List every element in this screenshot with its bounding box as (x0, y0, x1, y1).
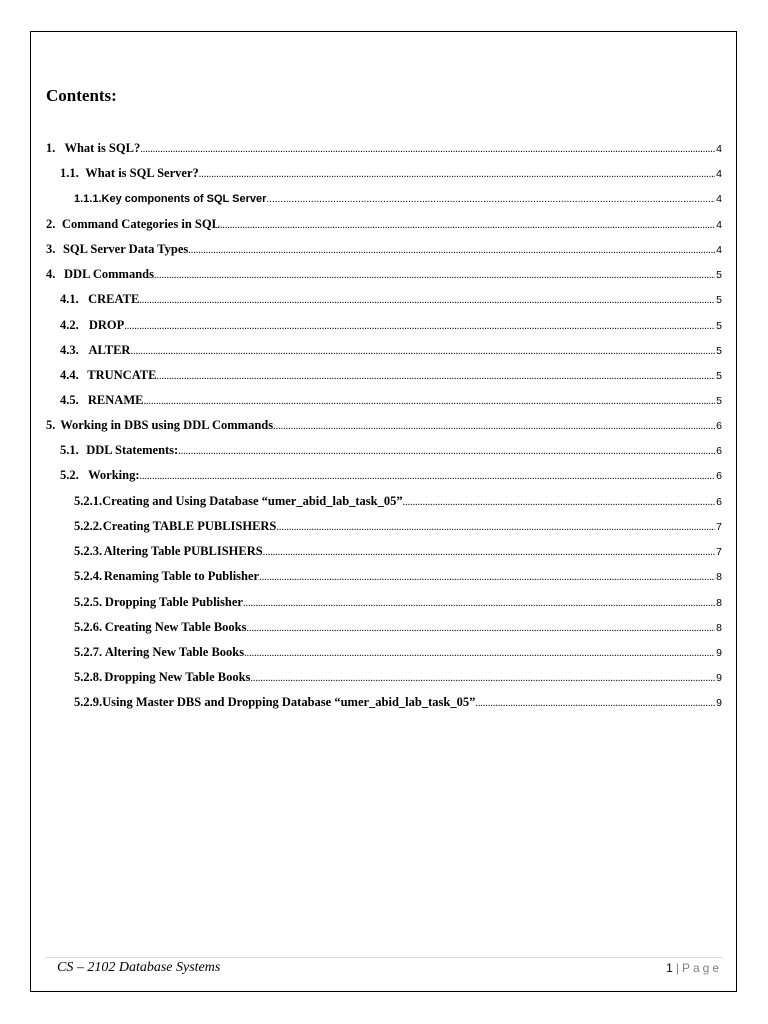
toc-entry[interactable] (74, 493, 722, 509)
toc-entry[interactable] (60, 291, 722, 307)
toc-entry-title: What is SQL Server? (85, 166, 199, 180)
toc-dot-leader (140, 469, 716, 485)
toc-entry[interactable] (60, 342, 722, 358)
footer-page-indicator (666, 961, 722, 975)
toc-entry[interactable] (46, 140, 722, 156)
toc-entry[interactable] (60, 467, 722, 483)
toc-entry-number: 1.1. (60, 166, 79, 180)
toc-entry-page: 4 (716, 143, 722, 155)
toc-dot-leader (188, 243, 715, 259)
footer-page-number: 1 (666, 961, 673, 975)
toc-dot-leader (243, 596, 715, 612)
toc-entry-number: 4. (46, 267, 56, 281)
toc-entry-title: SQL Server Data Types (62, 242, 189, 256)
toc-entry-number: 5.2.4. (74, 569, 103, 583)
toc-entry-number: 3. (46, 242, 56, 256)
toc-entry-title: Creating TABLE PUBLISHERS (102, 519, 277, 533)
toc-dot-leader (244, 646, 715, 662)
toc-entry-number: 1.1.1. (74, 193, 102, 205)
toc-entry-number: 4.1. (60, 292, 79, 306)
toc-entry-page: 6 (716, 496, 722, 508)
toc-entry[interactable] (60, 442, 722, 458)
toc-entry[interactable] (74, 594, 722, 610)
toc-entry-number: 5.2.1. (74, 494, 103, 508)
toc-dot-leader (199, 167, 715, 183)
toc-entry-title: Using Master DBS and Dropping Database “umer_abid_lab_task_05” (102, 695, 476, 709)
toc-entry-number: 4.3. (60, 343, 79, 357)
toc-dot-leader (139, 293, 715, 309)
toc-dot-leader (403, 495, 716, 511)
toc-entry-title: What is SQL? (64, 141, 141, 155)
toc-entry-number: 5. (46, 418, 56, 432)
toc-entry-number: 5.2. (60, 468, 79, 482)
toc-dot-leader (263, 545, 715, 561)
toc-entry[interactable] (60, 367, 722, 383)
toc-entry-number: 1. (46, 141, 56, 155)
toc-entry-page: 4 (716, 168, 722, 180)
toc-entry-page: 4 (716, 244, 722, 256)
toc-entry-page: 5 (716, 320, 722, 332)
footer-separator: | (675, 961, 679, 975)
toc-entry[interactable] (46, 216, 722, 232)
toc-entry-page: 5 (716, 294, 722, 306)
toc-entry-page: 9 (716, 672, 722, 684)
toc-dot-leader (259, 570, 715, 586)
toc-dot-leader (154, 268, 715, 284)
toc-entry-page: 5 (716, 395, 722, 407)
toc-entry-page: 5 (716, 269, 722, 281)
toc-entry[interactable] (60, 165, 722, 181)
footer-divider (46, 957, 722, 958)
toc-entry-page: 6 (716, 470, 722, 482)
toc-entry-page: 4 (716, 219, 722, 231)
toc-dot-leader (266, 192, 715, 208)
toc-entry-title: Creating New Table Books (104, 620, 247, 634)
toc-dot-leader (250, 671, 715, 687)
toc-entry-title: Command Categories in SQL (61, 217, 220, 231)
contents-heading: Contents: (46, 86, 117, 105)
toc-entry[interactable] (60, 317, 722, 333)
toc-entry-title: Altering New Table Books (104, 645, 245, 659)
toc-entry[interactable] (46, 417, 722, 433)
toc-entry-title: Working: (88, 468, 140, 482)
toc-entry-number: 5.2.3. (74, 544, 103, 558)
toc-entry-number: 5.2.7. (74, 645, 103, 659)
toc-entry-page: 6 (716, 420, 722, 432)
footer-page-label: Page (681, 961, 722, 975)
toc-entry[interactable] (74, 644, 722, 660)
toc-entry-title: Key components of SQL Server (101, 193, 267, 205)
toc-entry[interactable] (46, 241, 722, 257)
toc-dot-leader (124, 319, 715, 335)
toc-entry-title: Dropping New Table Books (104, 670, 251, 684)
toc-entry-number: 5.2.9. (74, 695, 103, 709)
toc-entry-title: Creating and Using Database “umer_abid_lab_task_05” (102, 494, 403, 508)
toc-entry-title: Altering Table PUBLISHERS (103, 544, 263, 558)
toc-entry-title: DDL Statements: (86, 443, 179, 457)
toc-entry-number: 5.1. (60, 443, 79, 457)
toc-entry-title: Working in DBS using DDL Commands (60, 418, 274, 432)
toc-dot-leader (273, 419, 715, 435)
toc-entry-number: 4.5. (60, 393, 79, 407)
toc-entry-page: 8 (716, 622, 722, 634)
footer-course-title: CS – 2102 Database Systems (57, 960, 221, 975)
toc-entry-page: 9 (716, 697, 722, 709)
toc-entry-page: 8 (716, 597, 722, 609)
toc-entry-page: 6 (716, 445, 722, 457)
toc-dot-leader (143, 394, 715, 410)
toc-entry[interactable] (74, 669, 722, 685)
toc-entry-page: 7 (716, 521, 722, 533)
toc-entry-title: ALTER (88, 343, 131, 357)
toc-dot-leader (247, 621, 716, 637)
toc-dot-leader (178, 444, 715, 460)
toc-entry[interactable] (74, 694, 722, 710)
toc-entry-title: DROP (88, 318, 125, 332)
toc-dot-leader (475, 696, 715, 712)
toc-dot-leader (140, 142, 715, 158)
toc-entry-page: 5 (716, 345, 722, 357)
toc-entry-title: Renaming Table to Publisher (103, 569, 260, 583)
toc-entry-number: 5.2.5. (74, 595, 103, 609)
toc-entry-number: 4.4. (60, 368, 79, 382)
toc-dot-leader (157, 369, 716, 385)
toc-entry-page: 9 (716, 647, 722, 659)
toc-entry-page: 7 (716, 546, 722, 558)
toc-entry-page: 8 (716, 571, 722, 583)
toc-entry-number: 4.2. (60, 318, 79, 332)
toc-entry[interactable] (46, 266, 722, 282)
toc-entry[interactable] (74, 568, 722, 584)
toc-entry[interactable] (60, 392, 722, 408)
toc-entry-title: TRUNCATE (87, 368, 157, 382)
toc-entry[interactable] (74, 191, 722, 207)
toc-entry[interactable] (74, 619, 722, 635)
toc-entry-number: 5.2.6. (74, 620, 103, 634)
toc-entry-number: 5.2.8. (74, 670, 103, 684)
toc-entry[interactable] (74, 518, 722, 534)
toc-entry-title: Dropping Table Publisher (104, 595, 243, 609)
toc-dot-leader (220, 218, 715, 234)
toc-entry-number: 5.2.2. (74, 519, 103, 533)
toc-dot-leader (130, 344, 715, 360)
toc-entry-number: 2. (46, 217, 56, 231)
toc-entry-title: RENAME (87, 393, 144, 407)
toc-entry-title: CREATE (88, 292, 140, 306)
toc-entry-page: 5 (716, 370, 722, 382)
toc-entry-page: 4 (716, 193, 722, 205)
toc-dot-leader (276, 520, 715, 536)
toc-entry-title: DDL Commands (64, 267, 154, 281)
toc-entry[interactable] (74, 543, 722, 559)
